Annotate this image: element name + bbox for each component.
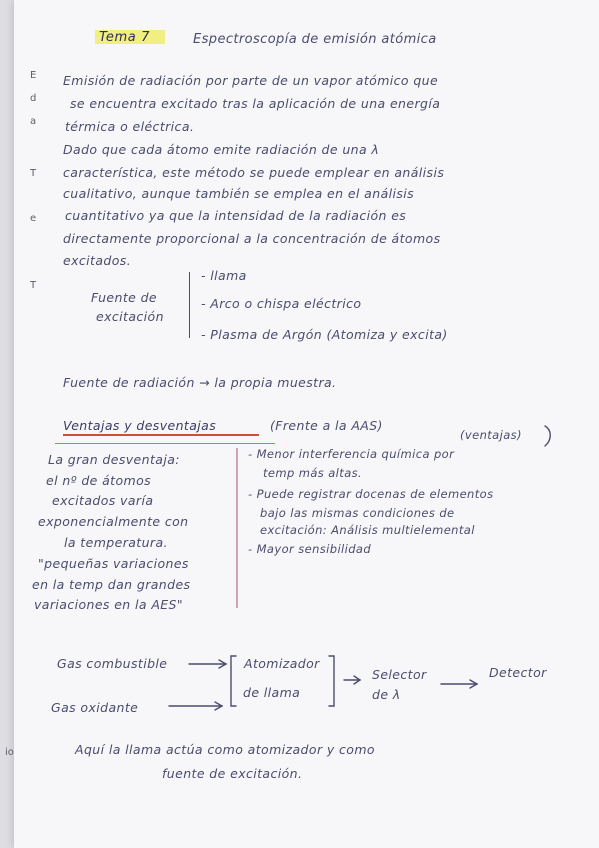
intro-line: cuantitativo ya que la intensidad de la radiación es (65, 208, 407, 223)
selector-label: de λ (372, 687, 401, 702)
advantage-line: - Puede registrar docenas de elementos (248, 487, 494, 501)
gas-combustible-label: Gas combustible (57, 656, 168, 671)
margin-mark: io (5, 747, 14, 758)
atomizer-bracket-left (231, 656, 236, 706)
margin-mark: e (30, 213, 37, 224)
detector-label: Detector (489, 665, 547, 680)
disadvantage-line: exponencialmente con (38, 514, 189, 529)
intro-line: característica, este método se puede emplear en análisis (63, 165, 445, 180)
advantage-line: temp más altas. (263, 466, 363, 480)
intro-line: Emisión de radiación por parte de un vapor atómico que (63, 73, 439, 88)
intro-line: térmica o eléctrica. (65, 119, 195, 134)
disadvantage-line: "pequeñas variaciones (38, 556, 189, 571)
margin-mark: d (30, 93, 37, 104)
margin-mark: a (30, 116, 37, 127)
atomizer-bracket-right (329, 656, 334, 706)
advantage-line: - Mayor sensibilidad (248, 542, 372, 556)
excitation-item: - Plasma de Argón (Atomiza y excita) (201, 327, 448, 342)
intro-line: excitados. (63, 253, 132, 268)
disadvantage-line: el nº de átomos (46, 473, 152, 488)
disadvantage-line: en la temp dan grandes (32, 577, 191, 592)
disadvantage-line: la temperatura. (64, 535, 168, 550)
advantages-note: (Frente a la AAS) (270, 418, 383, 433)
advantage-line: - Menor interferencia química por (248, 447, 455, 461)
page-title: Espectroscopía de emisión atómica (193, 32, 437, 47)
gas-oxidante-label: Gas oxidante (51, 700, 139, 715)
disadvantage-line: excitados varía (52, 493, 154, 508)
advantages-header: Ventajas y desventajas (63, 418, 217, 433)
excitation-label: excitación (96, 309, 164, 324)
intro-line: se encuentra excitado tras la aplicación de una energía (70, 96, 441, 111)
advantage-line: excitación: Análisis multielemental (260, 523, 475, 537)
margin-mark: T (30, 168, 37, 179)
excitation-label: Fuente de (91, 290, 158, 305)
advantage-line: bajo las mismas condiciones de (260, 506, 455, 520)
excitation-item: - Arco o chispa eléctrico (201, 296, 362, 311)
closing-line: fuente de excitación. (162, 766, 303, 781)
closing-line: Aquí la llama actúa como atomizador y como (75, 742, 375, 757)
margin-mark: E (30, 70, 37, 81)
intro-line: directamente proporcional a la concentración de átomos (63, 231, 441, 246)
intro-line: cualitativo, aunque también se emplea en el análisis (63, 186, 415, 201)
title-tag: Tema 7 (99, 30, 150, 45)
atomizer-label: Atomizador (244, 656, 320, 671)
disadvantage-line: La gran desventaja: (48, 452, 180, 467)
advantages-tag: (ventajas) (460, 428, 522, 442)
radiation-source: Fuente de radiación → la propia muestra. (63, 375, 337, 390)
margin-mark: T (30, 280, 37, 291)
atomizer-label: de llama (243, 685, 301, 700)
ventajas-brace (545, 426, 550, 446)
excitation-item: - llama (201, 268, 247, 283)
disadvantage-line: variaciones en la AES" (34, 597, 184, 612)
intro-line: Dado que cada átomo emite radiación de una λ (63, 142, 380, 157)
selector-label: Selector (372, 667, 427, 682)
